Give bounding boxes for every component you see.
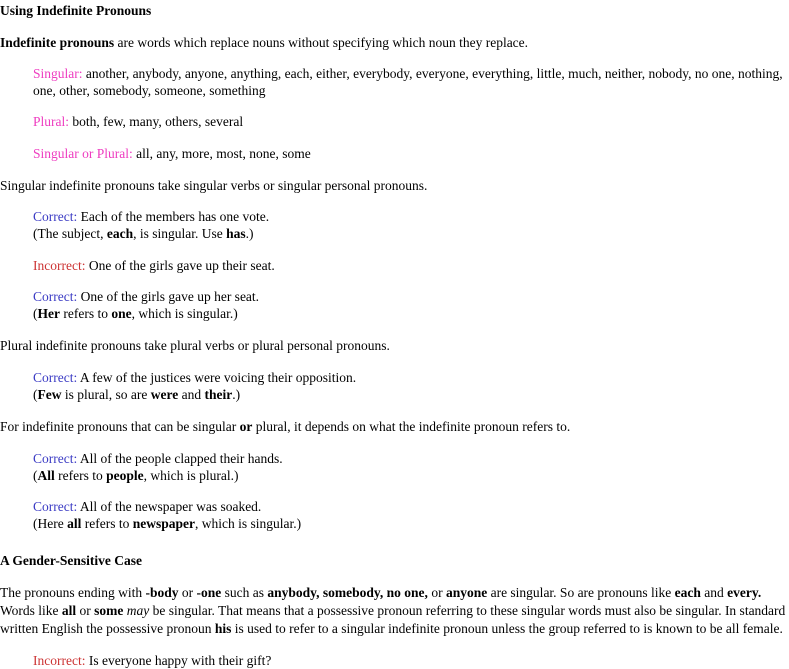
section-title-gender-sensitive: A Gender-Sensitive Case (0, 552, 142, 568)
note-bold: All (37, 467, 55, 483)
example-sentence: One of the girls gave up her seat. (77, 288, 260, 304)
note-text: (The subject, (33, 226, 107, 242)
note-bold: their (204, 386, 233, 402)
example-sentence: All of the newspaper was soaked. (77, 499, 262, 515)
rule-singular: Singular indefinite pronouns take singular verbs or singular personal pronouns. (0, 177, 428, 193)
note-bold: were (150, 386, 179, 402)
note-text: , which is plural.) (143, 467, 239, 483)
document-page (0, 3, 789, 669)
para-text: The pronouns ending with (0, 585, 146, 601)
example-line (33, 288, 789, 305)
para-bold: his (214, 620, 232, 636)
example-singular-correct-2 (33, 288, 789, 323)
category-items-singular-or-plural: all, any, more, most, none, some (132, 145, 311, 161)
intro-paragraph (0, 34, 789, 51)
note-bold: has (226, 226, 246, 242)
example-either-correct-1 (33, 450, 789, 485)
note-text: and (178, 386, 205, 402)
note-bold: people (106, 467, 144, 483)
example-line (33, 498, 789, 515)
note-text: refers to (81, 516, 133, 532)
example-sentence: All of the people clapped their hands. (77, 450, 283, 466)
note-bold: Her (37, 306, 60, 322)
para-bold: every. (727, 585, 762, 601)
category-label-plural: Plural: (33, 114, 69, 130)
para-text: or (76, 602, 95, 618)
example-line (33, 369, 789, 386)
para-text: is used to refer to a singular indefinite pronoun unless the group referred to is known to be all female. (231, 620, 783, 636)
note-text: (Here (33, 516, 68, 532)
category-items-singular: another, anybody, anyone, anything, each, either, everybody, everyone, everything, little, much, neither, nobody, no one, nothing, one, other, somebody, someone, something (33, 65, 783, 99)
note-text: .) (232, 386, 241, 402)
para-text: or (427, 585, 446, 601)
note-text: .) (245, 226, 254, 242)
note-text: , is singular. Use (133, 226, 227, 242)
para-bold: -body (145, 585, 179, 601)
para-bold: -one (196, 585, 222, 601)
category-singular-or-plural (33, 145, 789, 162)
category-items-plural: both, few, many, others, several (69, 114, 244, 130)
intro-lead-bold: Indefinite pronouns (0, 34, 115, 50)
note-text: refers to (54, 467, 107, 483)
category-plural (33, 113, 789, 130)
note-text: ( (33, 306, 38, 322)
note-bold: each (106, 226, 134, 242)
note-text: is plural, so are (61, 386, 151, 402)
rule-either (0, 418, 789, 435)
example-note (33, 515, 789, 532)
para-bold: anybody, somebody, no one, (267, 585, 428, 601)
category-label-singular: Singular: (33, 65, 83, 81)
example-label-correct: Correct: (33, 209, 78, 225)
para-text: are singular. So are pronouns like (487, 585, 675, 601)
page-title: Using Indefinite Pronouns (0, 3, 152, 18)
example-label-correct: Correct: (33, 369, 78, 385)
category-singular (33, 65, 789, 100)
rule-text: For indefinite pronouns that can be singular (0, 419, 240, 435)
note-bold: one (111, 306, 132, 322)
para-italic: may (126, 602, 150, 618)
para-text: such as (221, 585, 268, 601)
example-label-incorrect: Incorrect: (33, 257, 86, 273)
example-singular-correct-1 (33, 208, 789, 243)
category-label-singular-or-plural: Singular or Plural: (33, 145, 133, 161)
example-sentence: One of the girls gave up their seat. (85, 257, 275, 273)
para-text: be singular. That means that a possessive pronoun referring to these singular words must also be singular. In standard written English the possessive pronoun (0, 602, 786, 636)
intro-rest: are words which replace nouns without specifying which noun they replace. (114, 34, 529, 50)
note-text: ( (33, 386, 38, 402)
example-note (33, 386, 789, 403)
para-bold: each (674, 585, 701, 601)
para-text: or (178, 585, 197, 601)
example-line (33, 450, 789, 467)
example-label-correct: Correct: (33, 450, 78, 466)
example-label-incorrect: Incorrect: (33, 652, 86, 668)
example-sentence: Each of the members has one vote. (77, 209, 270, 225)
note-text: ( (33, 467, 38, 483)
note-text: refers to (60, 306, 112, 322)
example-note (33, 467, 789, 484)
rule-text: plural, it depends on what the indefinite pronoun refers to. (252, 419, 571, 435)
example-either-correct-2 (33, 498, 789, 533)
example-line (33, 257, 789, 274)
example-note (33, 305, 789, 322)
rule-bold: or (239, 419, 253, 435)
example-line (33, 208, 789, 225)
note-bold: Few (37, 386, 62, 402)
para-bold: all (61, 602, 77, 618)
example-gender-incorrect (33, 652, 789, 669)
example-note (33, 225, 789, 242)
example-sentence: Is everyone happy with their gift? (85, 652, 272, 668)
example-label-correct: Correct: (33, 288, 78, 304)
para-text: Words like (0, 602, 62, 618)
note-bold: all (67, 516, 82, 532)
gender-paragraph (0, 584, 789, 637)
example-line (33, 652, 789, 669)
rule-plural: Plural indefinite pronouns take plural verbs or plural personal pronouns. (0, 338, 390, 354)
note-text: , which is singular.) (195, 516, 302, 532)
example-singular-incorrect-1 (33, 257, 789, 274)
para-bold: anyone (445, 585, 488, 601)
example-sentence: A few of the justices were voicing their opposition. (77, 369, 357, 385)
para-text: and (700, 585, 728, 601)
note-bold: newspaper (132, 516, 195, 532)
example-plural-correct-1 (33, 369, 789, 404)
note-text: , which is singular.) (131, 306, 238, 322)
para-bold: some (94, 602, 124, 618)
example-label-correct: Correct: (33, 499, 78, 515)
